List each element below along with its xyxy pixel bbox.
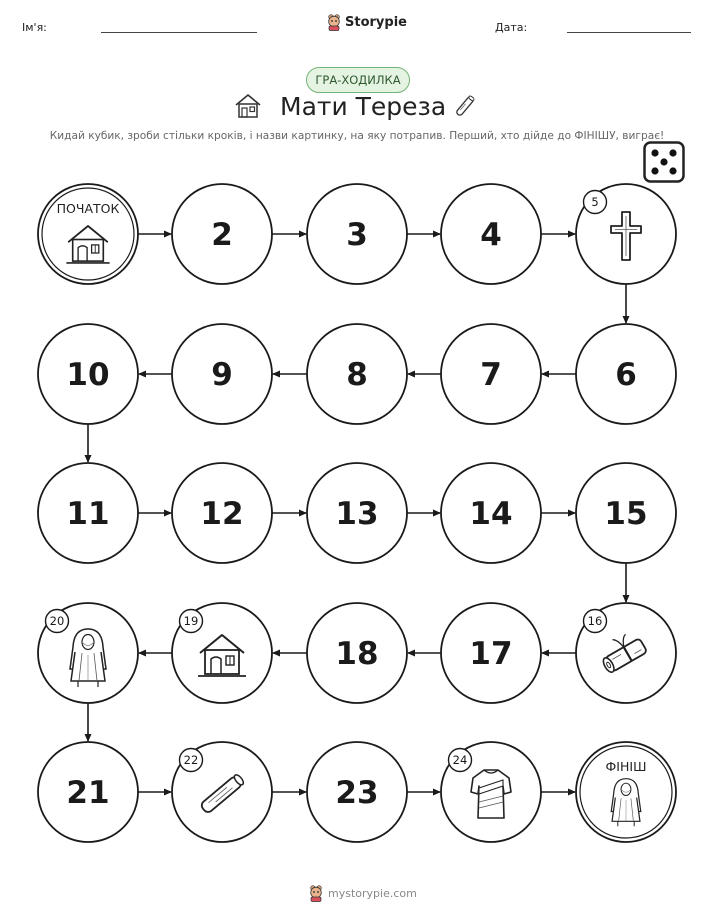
board-cell-5 <box>576 184 676 284</box>
board-cell-21 <box>38 742 138 842</box>
cell-number: 20 <box>49 614 65 628</box>
cell-number: 21 <box>66 775 110 811</box>
dice-pip <box>651 149 658 156</box>
cell-number: 16 <box>587 614 603 628</box>
cell-number: 7 <box>480 357 502 393</box>
board-cell-25 <box>576 742 676 842</box>
board-cell-1 <box>38 184 138 284</box>
footer <box>308 884 417 902</box>
brand-name: Storypie <box>345 14 407 30</box>
cell-label: ФІНІШ <box>605 759 647 774</box>
dice-pip <box>669 167 676 174</box>
board-cell-11 <box>38 463 138 563</box>
board-cell-19 <box>172 603 272 703</box>
board-cell-4 <box>441 184 541 284</box>
cell-label: ПОЧАТОК <box>56 201 120 216</box>
nun-icon <box>70 629 106 687</box>
page-title: Мати Тереза <box>280 92 447 121</box>
instructions: Кидай кубик, зроби стільки кроків, і назви картинку, на яку потрапив. Перший, хто дійде до ФІНІШУ, виграє! <box>49 130 665 142</box>
cell-number: 24 <box>452 753 468 767</box>
board-cell-10 <box>38 324 138 424</box>
board-cell-12 <box>172 463 272 563</box>
board-cell-16 <box>576 603 676 703</box>
board-cell-18 <box>307 603 407 703</box>
board-cell-8 <box>307 324 407 424</box>
cell-number: 10 <box>66 357 110 393</box>
date-label: Дата: <box>495 21 528 34</box>
board-cell-24 <box>441 742 541 842</box>
cell-number: 3 <box>346 217 368 253</box>
board-cell-14 <box>441 463 541 563</box>
cell-number: 23 <box>335 775 379 811</box>
board-cell-15 <box>576 463 676 563</box>
dice-pip <box>651 167 658 174</box>
board-cell-20 <box>38 603 138 703</box>
board-cell-3 <box>307 184 407 284</box>
cell-number: 19 <box>183 614 199 628</box>
board-cell-9 <box>172 324 272 424</box>
nun-icon <box>611 779 641 827</box>
dice-pip <box>660 158 667 165</box>
cell-number: 9 <box>211 357 233 393</box>
dice-pip <box>669 149 676 156</box>
cell-number: 2 <box>211 217 233 253</box>
board-cell-22 <box>172 742 272 842</box>
cell-number: 8 <box>346 357 368 393</box>
board-cell-17 <box>441 603 541 703</box>
board-cell-23 <box>307 742 407 842</box>
dice-icon[interactable] <box>643 141 685 183</box>
cell-number: 4 <box>480 217 502 253</box>
cell-number: 13 <box>335 496 379 532</box>
footer-url: mystorypie.com <box>328 886 417 900</box>
game-type-badge: ГРА-ХОДИЛКА <box>306 67 410 93</box>
cell-number: 12 <box>200 496 244 532</box>
cell-number: 15 <box>604 496 648 532</box>
board-cell-2 <box>172 184 272 284</box>
cell-number: 11 <box>66 496 110 532</box>
cell-number: 5 <box>591 195 599 209</box>
board-cell-13 <box>307 463 407 563</box>
storypie-mascot-icon <box>308 884 324 902</box>
cell-number: 14 <box>469 496 513 532</box>
cell-number: 22 <box>183 753 199 767</box>
board-cell-6 <box>576 324 676 424</box>
cell-number: 17 <box>469 636 513 672</box>
cell-number: 6 <box>615 357 637 393</box>
cell-number: 18 <box>335 636 379 672</box>
board-cell-7 <box>441 324 541 424</box>
name-label: Ім'я: <box>22 21 47 34</box>
